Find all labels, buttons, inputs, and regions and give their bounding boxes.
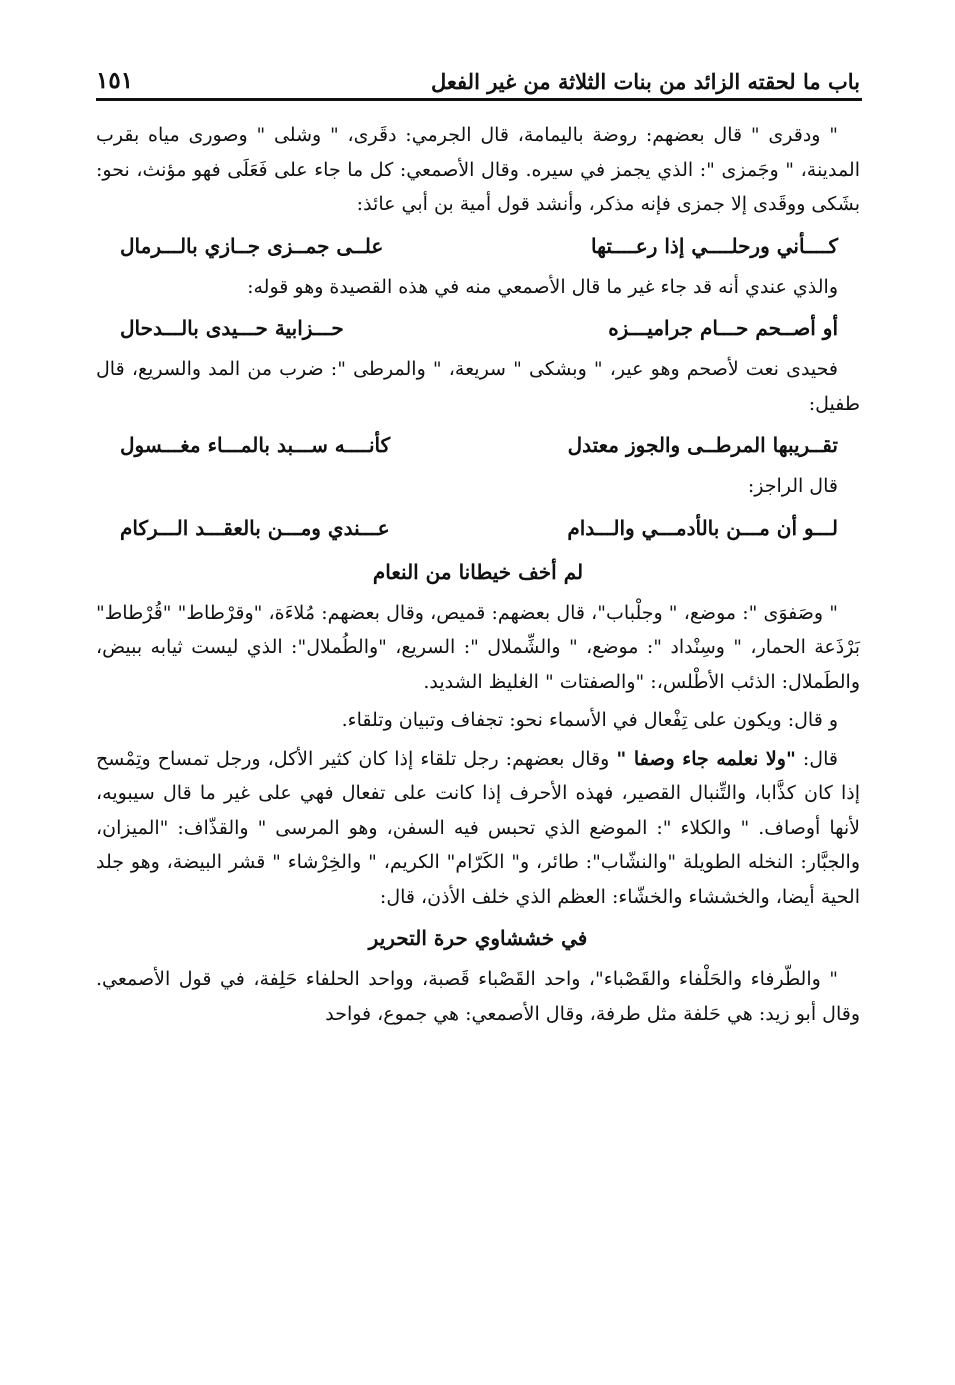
paragraph-2: والذي عندي أنه قد جاء غير ما قال الأصمعي منه في هذه القصيدة وهو قوله: bbox=[247, 275, 838, 298]
verse-2-first-hemistich: أو أصــحم حـــام جراميـــزه bbox=[608, 316, 838, 340]
paragraph-3: فحيدى نعت لأصحم وهو عير، " وبشكى " سريعة، " والمرطى ": ضرب من المد والسريع، قال طفيل: bbox=[96, 358, 860, 415]
paragraph-7-rest: وقال بعضهم: رجل تلقاء إذا كان كثير الأكل، ورجل تمساح وتِمْسح إذا كان كذَّابا، والتِّنبال القصير، فهذه الأحرف إذا كانت على تفعال فهي على غير ما قال سيبويه، لأنها أوصاف. " والكلاء ": الموضع الذي تحبس فيه السفن، وهو المرسى " والقذّاف: "الميزان، والجبَّار: النخله الطويلة "والنشّاب": طائر، و" الكَرّام" الكريم، " والخِرْشاء " قشر البيضة، وهو جلد الحية أيضا، والخششاء والخشّاء: العظم الذي خلف الأذن، قال: bbox=[96, 747, 860, 908]
paragraph-7-lead: قال: bbox=[795, 747, 838, 770]
paragraph-6: و قال: ويكون على تِفْعال في الأسماء نحو: تجفاف وتبيان وتلقاء. bbox=[341, 709, 838, 731]
verse-3-first-hemistich: تقــريبها المرطــى والجوز معتدل bbox=[567, 433, 838, 457]
verse-3-second-hemistich: كأنــــه ســـبد بالمـــاء مغـــسول bbox=[120, 433, 391, 457]
verse-4 bbox=[96, 508, 860, 548]
verse-4-second-hemistich: عـــندي ومـــن بالعقـــد الـــركام bbox=[120, 515, 390, 540]
paragraph-7 bbox=[96, 742, 860, 915]
verse-1-first-hemistich: كــــأني ورحلــــي إذا رعــــتها bbox=[591, 233, 838, 258]
verse-1 bbox=[96, 226, 860, 266]
centered-verse-1: لم أخف خيطانا من النعام bbox=[372, 559, 584, 584]
verse-2-second-hemistich: حـــزابية حـــيدى بالـــدحال bbox=[120, 316, 344, 340]
paragraph-7-bold-quote: "ولا نعلمه جاء وصفا " bbox=[616, 747, 796, 770]
chapter-title: باب ما لحقته الزائد من بنات الثلاثة من غير الفعل bbox=[431, 69, 860, 94]
page-number: ١٥١ bbox=[96, 67, 134, 94]
verse-2 bbox=[96, 308, 860, 348]
header-rule bbox=[96, 98, 862, 101]
verse-4-first-hemistich: لـــو أن مـــن بالأدمـــي والـــدام bbox=[567, 515, 838, 540]
paragraph-1: " ودقرى " قال بعضهم: روضة باليمامة، قال الجرمي: دقَرى، " وشلى " وصورى مياه بقرب المدينة، " وجَمزى ": الذي يجمز في سيره. وقال الأصمعي: كل ما جاء على فَعَلَى فهو مؤنث، نحو: بشَكى ووقَدى إلا جمزى فإنه مذكر، وأنشد قول أمية بن أبي عائذ: bbox=[96, 124, 860, 215]
page-body bbox=[96, 118, 860, 1035]
paragraph-8: " والطّرفاء والحَلْفاء والقَصْباء"، واحد القَصْباء قَصبة، وواحد الحلفاء حَلِفة، في قول الأصمعي. وقال أبو زيد: هي حَلفة مثل طرفة، وقال الأصمعي: هي جموع، فواحد bbox=[96, 968, 860, 1025]
centered-verse-2: في خششاوي حرة التحرير bbox=[368, 926, 588, 950]
verse-3 bbox=[96, 425, 860, 465]
page-header bbox=[96, 52, 860, 94]
verse-1-second-hemistich: علــى جمــزى جــازي بالـــرمال bbox=[120, 233, 384, 258]
paragraph-4: قال الراجز: bbox=[747, 475, 838, 497]
paragraph-5: " وصَفوَى ": موضع، " وجلْباب"، قال بعضهم: قميص، وقال بعضهم: مُلاءَة، "وقرْطاط" "قُرْطاط" بَرْذَعة الحمار، " وسِنْداد ": موضع، " والشِّملال ": السريع، "والطُملال": الذي ليست ثيابه ببيض، والطَملال: الذئب الأطْلس،: "والصفتات " الغليظ الشديد. bbox=[96, 601, 860, 693]
